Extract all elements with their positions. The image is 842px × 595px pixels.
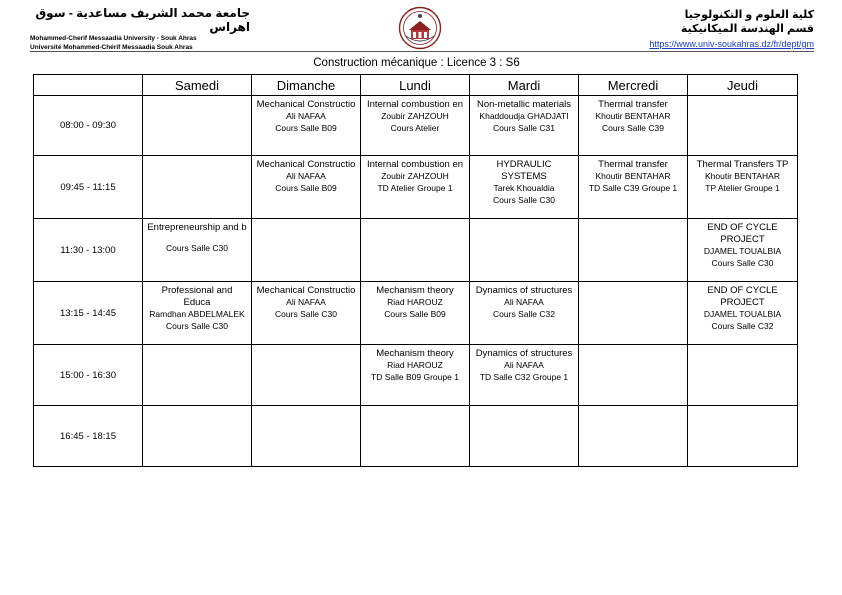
course-cell [252,96,361,156]
course-teacher: Riad HAROUZ [387,297,443,307]
empty-cell [579,282,688,345]
empty-cell [470,406,579,467]
timetable [33,74,798,467]
course-room: TD Salle C32 Groupe 1 [479,371,569,382]
course-cell [470,345,579,406]
course-cell [143,282,252,345]
course-room: Cours Salle B09 [275,122,337,133]
course-title: Internal combustion en [366,99,464,110]
course-room: Cours Salle C30 [275,308,337,319]
course-entry [361,156,469,218]
header-divider [30,51,814,52]
course-entry [143,282,251,344]
course-room: TD Salle B09 Groupe 1 [371,371,459,382]
course-teacher: Ali NAFAA [504,297,544,307]
course-entry [470,156,578,218]
empty-cell [143,406,252,467]
university-name-english: Mohammed-Cherif Messaadia University - Souk Ahras [30,35,197,42]
course-room: Cours Salle C30 [711,257,774,268]
course-cell [470,282,579,345]
empty-cell [688,406,798,467]
faculty-header [649,8,814,51]
time-slot-row [34,219,798,282]
course-title-continued: PROJECT [720,297,765,308]
time-slot-row [34,96,798,156]
course-entry [361,96,469,155]
course-cell [252,156,361,219]
course-entry [579,96,687,155]
course-title-continued: PROJECT [720,234,765,245]
course-title-continued: SYSTEMS [501,171,547,182]
day-header-row [34,75,798,96]
time-slot-label: 08:00 - 09:30 [34,96,143,156]
course-entry [688,282,797,344]
course-entry [252,96,360,155]
course-title: Internal combustion en [366,159,464,170]
course-title: Mechanism theory [376,348,454,359]
course-teacher: Ali NAFAA [504,360,544,370]
course-entry [470,345,578,405]
faculty-name-arabic: كلية العلوم و التكنولوجيا [684,9,814,21]
empty-cell [579,219,688,282]
course-room: TP Atelier Groupe 1 [705,182,780,193]
course-cell [470,156,579,219]
course-cell [579,156,688,219]
day-header-samedi: Samedi [143,75,252,96]
day-header-jeudi: Jeudi [688,75,798,96]
course-title: END OF CYCLE [707,285,778,296]
time-slot-row [34,156,798,219]
course-title: Mechanical Constructio [256,99,356,110]
course-teacher: Ali NAFAA [286,297,326,307]
course-title: Dynamics of structures [475,348,573,359]
empty-cell [470,219,579,282]
course-teacher: Ali NAFAA [286,171,326,181]
empty-cell [688,345,798,406]
course-cell [252,282,361,345]
empty-cell [688,96,798,156]
course-cell [361,156,470,219]
course-entry [470,96,578,155]
empty-cell [143,96,252,156]
empty-cell [579,406,688,467]
course-room: Cours Salle C31 [493,122,555,133]
time-slot-label: 09:45 - 11:15 [34,156,143,219]
course-room: TD Atelier Groupe 1 [377,182,453,193]
course-entry [470,282,578,344]
course-title: Professional and [161,285,233,296]
time-slot-row [34,282,798,345]
course-cell [143,219,252,282]
day-header-mardi: Mardi [470,75,579,96]
timetable-title: Construction mécanique : Licence 3 : S6 [313,57,520,69]
empty-cell [579,345,688,406]
course-room: TD Salle C39 Groupe 1 [588,182,678,193]
time-slot-label: 13:15 - 14:45 [34,282,143,345]
course-entry [688,156,797,218]
course-cell [688,156,798,219]
course-title: Mechanical Constructio [256,285,356,296]
course-teacher: DJAMEL TOUALBIA [703,309,782,319]
time-slot-row [34,345,798,406]
university-name-french: Université Mohammed-Chérif Messaadia Souk Ahras [30,44,193,51]
time-slot-label: 15:00 - 16:30 [34,345,143,406]
empty-cell [252,345,361,406]
time-slot-row [34,406,798,467]
empty-cell [143,156,252,219]
course-entry [579,156,687,218]
course-teacher: Khoutir BENTAHAR [595,111,671,121]
course-teacher: Ali NAFAA [286,111,326,121]
course-room: Cours Salle C30 [166,320,228,331]
course-title: Non-metallic materials [477,99,571,110]
course-cell [579,96,688,156]
cell-spacer [143,234,251,243]
time-slot-label: 11:30 - 13:00 [34,219,143,282]
day-header-mercredi: Mercredi [579,75,688,96]
course-teacher: Khaddoudja GHADJATI [479,111,569,121]
course-title: Entrepreneurship and b [147,222,247,233]
university-logo-icon [398,6,442,50]
course-room: Cours Salle C30 [493,194,555,205]
empty-cell [361,406,470,467]
day-header-lundi: Lundi [361,75,470,96]
course-cell [688,282,798,345]
course-teacher: Zoubir ZAHZOUH [381,111,449,121]
course-room: Cours Salle B09 [384,308,446,319]
course-room: Cours Salle C30 [166,243,228,253]
empty-cell [252,406,361,467]
time-slot-label: 16:45 - 18:15 [34,406,143,467]
course-teacher: DJAMEL TOUALBIA [703,246,782,256]
course-teacher: Ramdhan ABDELMALEK [149,309,245,319]
course-title: Mechanical Constructio [256,159,356,170]
course-entry [252,156,360,218]
course-teacher: Khoutir BENTAHAR [595,171,671,181]
course-cell [361,282,470,345]
empty-cell [361,219,470,282]
course-title-continued: Educa [183,297,211,308]
course-teacher: Zoubir ZAHZOUH [381,171,449,181]
course-entry [143,219,251,281]
course-room: Cours Salle C32 [711,320,774,331]
empty-cell [252,219,361,282]
course-room: Cours Salle C32 [493,308,555,319]
course-teacher: Riad HAROUZ [387,360,443,370]
course-entry [361,282,469,344]
course-cell [470,96,579,156]
course-entry [688,219,797,281]
course-cell [688,219,798,282]
course-title: END OF CYCLE [707,222,778,233]
course-room: Cours Salle B09 [275,182,337,193]
course-teacher: Tarek Khoualdia [493,183,555,193]
course-entry [252,282,360,344]
university-name-arabic: جامعة محمد الشريف مساعدية - سوق اهراس [35,6,250,34]
course-teacher: Khoutir BENTAHAR [705,171,780,181]
university-header [30,6,250,52]
empty-cell [143,345,252,406]
course-room: Cours Atelier [390,122,440,133]
department-link[interactable]: https://www.univ-soukahras.dz/fr/dept/gm [649,39,814,49]
course-room: Cours Salle C39 [602,122,664,133]
day-header-dimanche: Dimanche [252,75,361,96]
department-name-arabic: قسم الهندسة الميكانيكية [680,23,814,35]
course-title: Mechanism theory [376,285,454,296]
course-cell [361,96,470,156]
course-title: Thermal Transfers TP [696,159,789,170]
course-title: Dynamics of structures [475,285,573,296]
course-entry [361,345,469,405]
corner-cell [34,75,143,96]
course-cell [361,345,470,406]
course-title: HYDRAULIC [496,159,552,170]
course-title: Thermal transfer [598,99,668,110]
course-title: Thermal transfer [598,159,668,170]
